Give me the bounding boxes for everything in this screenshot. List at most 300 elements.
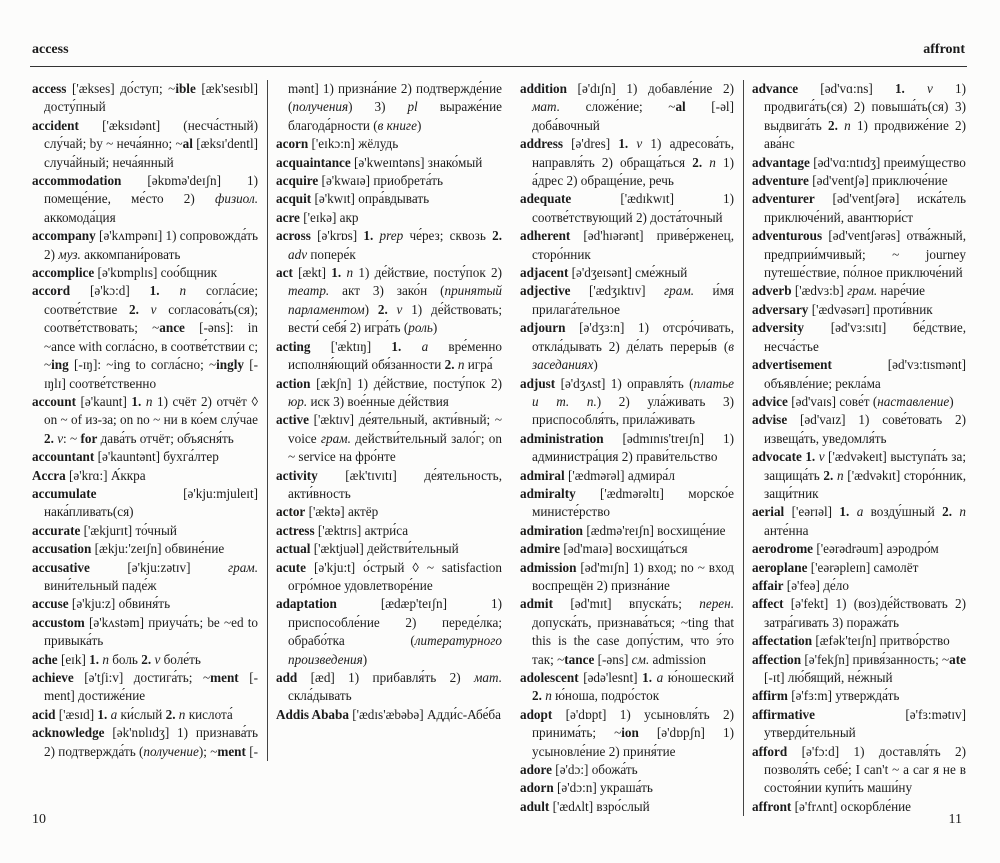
headword: accusative bbox=[32, 559, 90, 575]
dictionary-entry bbox=[752, 687, 966, 705]
headword: acting bbox=[276, 338, 311, 354]
dictionary-entry bbox=[752, 393, 966, 411]
entry-text: [ə'kɔ:d] bbox=[70, 283, 150, 299]
entry-text: 1) де́йствовать; вести́ себя́ 2) игра́ть ( bbox=[288, 301, 502, 336]
dictionary-entry bbox=[32, 522, 258, 540]
grammar-label: n bbox=[346, 265, 354, 281]
headword: ache bbox=[32, 651, 58, 667]
entry-text: [əd'vɜ:sɪtɪ] бе́дствие, несча́стье bbox=[764, 320, 966, 354]
entry-text: ); ~ bbox=[198, 743, 218, 759]
entry-text: ['ædɪs'æbəbə] Адди́с-Абе́ба bbox=[348, 706, 501, 722]
entry-text: [əd'ventʃə] приключе́ние bbox=[808, 173, 948, 189]
grammar-label: наставление bbox=[877, 393, 950, 409]
headword: acre bbox=[276, 209, 300, 225]
bold-marker: 2. bbox=[492, 228, 503, 244]
bold-marker: ingly bbox=[216, 357, 244, 373]
dictionary-entry bbox=[276, 595, 502, 669]
dictionary-entry bbox=[276, 411, 502, 466]
bold-marker: 1. bbox=[149, 283, 160, 299]
entry-text: возду́шный bbox=[863, 504, 943, 520]
bold-marker: 1. bbox=[331, 265, 342, 281]
dictionary-entry bbox=[752, 743, 966, 798]
headword: affront bbox=[752, 798, 792, 814]
headword: advertisement bbox=[752, 357, 832, 373]
entry-text: [əd'hɪərənt] приве́рженец, сторо́нник bbox=[532, 228, 734, 262]
grammar-label: грам. bbox=[664, 283, 695, 299]
entry-text: [əd'vɑ:ns] bbox=[798, 81, 895, 96]
entry-text: [ədə'lesnt] bbox=[578, 670, 643, 685]
entry-text: че́рез; сквозь bbox=[403, 228, 493, 244]
entry-text: [ək'nɒlɪdʒ] 1) признава́ть 2) подтвержда́ть ( bbox=[44, 725, 258, 759]
grammar-label: n bbox=[178, 706, 186, 722]
bold-marker: 1. bbox=[618, 136, 629, 152]
entry-text: [əd'ventʃərə] иска́тель приключе́ний, авантюри́ст bbox=[764, 191, 966, 225]
entry-text: допуска́ть, признава́ться; ~ting that this is the case допу́стим, что э́то так; ~ bbox=[532, 614, 734, 667]
headword: activity bbox=[276, 467, 318, 483]
grammar-label: n bbox=[837, 467, 844, 483]
entry-text: [æksɪ'dentl] случа́йный; неча́янный bbox=[44, 136, 258, 170]
entry-text: [ə'dɒpt] 1) усыновля́ть 2) принима́ть; ~ bbox=[532, 706, 734, 741]
entry-text: ['ædvəkɪt] сторо́нник, защи́тник bbox=[764, 467, 967, 501]
headword: action bbox=[276, 375, 311, 391]
dictionary-entry bbox=[32, 485, 258, 522]
entry-text: [ə'dɪʃn] 1) добавле́ние 2) bbox=[566, 81, 734, 96]
bold-marker: 2. bbox=[692, 154, 703, 170]
entry-text: скла́дывать bbox=[288, 688, 352, 704]
dictionary-entry bbox=[752, 282, 966, 300]
headword: accountant bbox=[32, 449, 95, 465]
entry-text: ) 2) ула́живать 3) приспособля́ть, прила́живать bbox=[532, 393, 734, 428]
bold-marker: ing bbox=[51, 357, 69, 373]
bold-marker: 1. bbox=[642, 670, 653, 685]
entry-text: [əd'vaɪz] 1) сове́товать 2) извеща́ть, уведомля́ть bbox=[764, 412, 966, 446]
grammar-label: n bbox=[844, 117, 851, 133]
entry-text: [əd'vaɪs] сове́т ( bbox=[787, 393, 878, 409]
grammar-label: n bbox=[102, 651, 109, 667]
entry-text: 1) адресова́ть, направля́ть 2) обраща́ться bbox=[532, 136, 734, 170]
headword: adversity bbox=[752, 320, 805, 336]
entry-text: ['æksɪdənt] (несча́стный) слу́чай; by ~ неча́янно; ~ bbox=[44, 117, 258, 152]
dictionary-entry bbox=[32, 282, 258, 392]
grammar-label: n bbox=[709, 154, 716, 170]
entry-text: [ə'feə] де́ло bbox=[783, 577, 849, 593]
entry-text: [əkɒmə'deɪʃn] 1) помеще́ние, ме́сто 2) bbox=[44, 173, 258, 207]
bold-marker: 1. bbox=[805, 449, 816, 465]
bold-marker: 2. bbox=[377, 301, 388, 317]
dictionary-entry bbox=[520, 375, 734, 430]
headword: access bbox=[32, 81, 67, 96]
bold-marker: 2. bbox=[129, 301, 139, 317]
entry-text: [ə'kju:mjuleɪt] нака́пливать(ся) bbox=[44, 485, 258, 520]
grammar-label: a bbox=[421, 338, 429, 354]
grammar-label: n bbox=[145, 393, 153, 409]
bold-marker: 1. bbox=[839, 504, 850, 520]
grammar-label: грам. bbox=[320, 430, 351, 446]
entry-text: [ækt] bbox=[292, 265, 332, 281]
grammar-label: грам. bbox=[847, 283, 878, 299]
right-page-columns bbox=[520, 80, 966, 816]
grammar-label: adv bbox=[288, 246, 308, 262]
entry-text: [-ment] достиже́ние bbox=[44, 670, 258, 704]
headword: advise bbox=[752, 412, 788, 428]
entry-text: ) bbox=[364, 301, 378, 317]
entry-text: [ə'dʒeɪsənt] сме́жный bbox=[568, 265, 688, 281]
headword: adequate bbox=[520, 191, 572, 207]
dictionary-entry bbox=[520, 319, 734, 374]
entry-text: [ə'kʌmpənɪ] 1) сопровожда́ть 2) bbox=[44, 228, 258, 262]
dictionary-entry bbox=[752, 577, 966, 595]
entry-text: 1) де́йствие, посту́пок 2) bbox=[353, 265, 503, 281]
entry-text: [ə'kauntənt] бухга́лтер bbox=[94, 449, 219, 465]
entry-text: боль bbox=[108, 651, 142, 667]
dictionary-entry bbox=[520, 779, 734, 797]
headword: adopt bbox=[520, 706, 553, 722]
entry-text: [ə'dɔ:] обожа́ть bbox=[552, 762, 638, 778]
headword: admission bbox=[520, 559, 577, 575]
dictionary-entry bbox=[276, 669, 502, 706]
headword: add bbox=[276, 670, 298, 685]
dictionary-entry bbox=[520, 485, 734, 522]
entry-text: ю́ноша, подро́сток bbox=[551, 688, 660, 704]
dictionary-entry bbox=[520, 135, 734, 190]
dictionary-entry bbox=[752, 595, 966, 632]
entry-text: аккомода́ция bbox=[44, 209, 116, 225]
entry-text: [əd'vɜ:tɪsmənt] объявле́ние; рекла́ма bbox=[764, 357, 966, 391]
bold-marker: 2. bbox=[823, 467, 834, 483]
entry-text: [ə'krɒs] bbox=[310, 228, 364, 244]
entry-text: [ækʃn] 1) де́йствие, посту́пок 2) bbox=[310, 375, 502, 391]
bold-marker: ate bbox=[949, 651, 967, 667]
headword: acorn bbox=[276, 136, 309, 152]
entry-text: [ə'fɜ:m] утвержда́ть bbox=[787, 688, 900, 704]
headword: affect bbox=[752, 596, 784, 612]
entry-text: ['ædvəsərɪ] проти́вник bbox=[808, 301, 933, 317]
dictionary-entry bbox=[752, 301, 966, 319]
entry-text: [ædmə'reɪʃn] восхище́ние bbox=[583, 522, 726, 538]
entry-text: аккомпани́ровать bbox=[80, 246, 181, 262]
entry-text: [ə'kju:t] о́стрый ◊ ~ satisfaction огро́мное удовлетворе́ние bbox=[288, 559, 502, 593]
entry-text: ['eərɪəl] bbox=[784, 504, 840, 520]
grammar-label: n bbox=[959, 504, 967, 520]
entry-text: [ə'kweɪntəns] знако́мый bbox=[350, 154, 483, 170]
headword: Accra bbox=[32, 467, 66, 483]
headword: affection bbox=[752, 651, 802, 667]
headword: affair bbox=[752, 577, 784, 593]
headword: affirmative bbox=[752, 706, 815, 722]
headword: active bbox=[276, 412, 309, 428]
grammar-label: получение bbox=[143, 743, 199, 759]
bold-marker: 1. bbox=[97, 706, 108, 722]
entry-text: [ə'dɒpʃn] 1) усыновле́ние 2) приня́тие bbox=[532, 725, 734, 759]
dictionary-entry bbox=[752, 154, 966, 172]
entry-text: ['æktjuəl] действи́тельный bbox=[310, 541, 459, 557]
headword: accustom bbox=[32, 614, 85, 630]
entry-text: ю́ношеский bbox=[663, 670, 734, 685]
headword: advice bbox=[752, 393, 788, 409]
dictionary-entry bbox=[32, 467, 258, 485]
entry-text: [ə'kju:zətɪv] bbox=[89, 559, 228, 575]
headword: afford bbox=[752, 743, 788, 759]
entry-text: боле́ть bbox=[160, 651, 201, 667]
grammar-label: v bbox=[154, 651, 161, 667]
dictionary-entry bbox=[520, 282, 734, 319]
entry-text: [æfək'teɪʃn] притво́рство bbox=[812, 633, 950, 649]
entry-text: ['æktə] актёр bbox=[305, 504, 379, 520]
dictionary-entry bbox=[752, 540, 966, 558]
headword: advocate bbox=[752, 449, 802, 465]
headword: acid bbox=[32, 706, 56, 722]
dictionary-entry bbox=[752, 172, 966, 190]
entry-text: ['ædɪkwɪt] 1) соотве́тствующий 2) доста́точный bbox=[532, 191, 734, 225]
headword: affectation bbox=[752, 633, 813, 649]
grammar-label: v bbox=[927, 81, 933, 96]
dictionary-entry bbox=[520, 761, 734, 779]
entry-text: [-əns]: in ~ance with согла́сно, в соотве́тствии с; ~ bbox=[44, 320, 258, 373]
entry-text: сложе́ние; ~ bbox=[560, 99, 676, 115]
headword: admit bbox=[520, 596, 553, 612]
dictionary-entry bbox=[752, 411, 966, 448]
headword: accumulate bbox=[32, 485, 97, 501]
grammar-label: n bbox=[545, 688, 552, 704]
headword: actress bbox=[276, 522, 315, 538]
entry-text: ) 3) bbox=[348, 99, 408, 115]
entry-text: согла́сие; соотве́тствие bbox=[44, 283, 259, 317]
dictionary-entry bbox=[520, 522, 734, 540]
headword: adventurous bbox=[752, 228, 823, 244]
entry-text: ['ækjurɪt] то́чный bbox=[80, 522, 177, 538]
bold-marker: al bbox=[182, 136, 193, 152]
entry-text: [ə'fekt] 1) (воз)де́йствовать 2) затра́гивать 3) поража́ть bbox=[764, 596, 966, 630]
grammar-label: a bbox=[656, 670, 664, 685]
grammar-label: n bbox=[179, 283, 187, 299]
headword: accommodation bbox=[32, 173, 122, 189]
entry-text: ['ædʌlt] взро́слый bbox=[549, 798, 650, 814]
bold-marker: 1. bbox=[391, 338, 402, 354]
headword: acquit bbox=[276, 191, 312, 207]
grammar-label: мат. bbox=[532, 99, 560, 115]
headword: acquire bbox=[276, 173, 319, 189]
headword: adjourn bbox=[520, 320, 566, 336]
headword: admiralty bbox=[520, 485, 576, 501]
entry-text: [ədmɪnɪs'treɪʃn] 1) администра́ция 2) прави́тельство bbox=[532, 430, 734, 465]
headword: actual bbox=[276, 541, 311, 557]
dictionary-entry bbox=[32, 559, 258, 596]
dictionary-entry bbox=[276, 467, 502, 504]
entry-text bbox=[139, 302, 151, 317]
dictionary-entry bbox=[32, 614, 258, 651]
headword: adjective bbox=[520, 283, 571, 299]
entry-text: [æk'tɪvɪtɪ] де́ятельность, акти́вность bbox=[288, 467, 502, 501]
headword: adorn bbox=[520, 780, 554, 796]
dictionary-entry bbox=[276, 540, 502, 558]
grammar-label: муз. bbox=[58, 246, 81, 262]
headword: accuse bbox=[32, 596, 69, 612]
dictionary-entry bbox=[752, 559, 966, 577]
bold-marker: ible bbox=[175, 81, 196, 96]
dictionary-entry bbox=[276, 172, 502, 190]
headword: accord bbox=[32, 283, 71, 299]
dictionary-entry bbox=[520, 467, 734, 485]
entry-text: ['ædmərəl] адмира́л bbox=[564, 467, 675, 483]
headword: acquaintance bbox=[276, 154, 351, 170]
headword: adventurer bbox=[752, 191, 815, 207]
headword: adverb bbox=[752, 283, 792, 299]
entry-text: анте́нна bbox=[764, 522, 809, 538]
headword: achieve bbox=[32, 670, 74, 685]
bold-marker: 1. bbox=[894, 81, 905, 96]
headword: acute bbox=[276, 559, 307, 575]
bold-marker: 2. bbox=[141, 651, 152, 667]
dictionary-entry bbox=[752, 227, 966, 282]
dictionary-entry bbox=[520, 264, 734, 282]
headword: advantage bbox=[752, 154, 810, 170]
headword: adolescent bbox=[520, 670, 579, 685]
entry-text: [ækju:'zeɪʃn] обвине́ние bbox=[91, 541, 225, 557]
headword: adore bbox=[520, 762, 552, 778]
dictionary-entry bbox=[276, 559, 502, 596]
entry-text: [ə'tʃi:v] достига́ть; ~ bbox=[73, 670, 211, 685]
entry-text: [-ɪŋ]: ~ing to согла́сно; ~ bbox=[68, 357, 217, 373]
dictionary-entry bbox=[752, 651, 966, 688]
headword: Addis Ababa bbox=[276, 706, 349, 722]
entry-text: ) bbox=[949, 393, 954, 409]
dictionary-entry bbox=[520, 706, 734, 761]
entry-text: [ə'dʒɜ:n] 1) отсро́чивать, откла́дывать 2) де́лать переры́в ( bbox=[532, 320, 734, 354]
dictionary-entry bbox=[276, 227, 502, 264]
entry-text: [ə'kʌstəm] приуча́ть; be ~ed to привыка́ть bbox=[44, 614, 258, 649]
entry-text: [əd'mɪt] впуска́ть; bbox=[552, 596, 700, 612]
dictionary-entry bbox=[32, 448, 258, 466]
header-rule bbox=[30, 66, 967, 67]
dictionary-entry bbox=[32, 80, 258, 117]
headword: actor bbox=[276, 504, 306, 520]
dictionary-entry bbox=[276, 154, 502, 172]
grammar-label: в заседаниях bbox=[532, 338, 734, 373]
dictionary-entry bbox=[32, 227, 258, 264]
bold-marker: 2. bbox=[44, 430, 54, 446]
entry-text: 1) продвига́ть(ся) 2) повыша́ть(ся) 3) выдвига́ть bbox=[764, 81, 966, 133]
entry-text bbox=[160, 283, 180, 298]
bold-marker: 1. bbox=[131, 393, 142, 409]
grammar-label: роль bbox=[408, 320, 433, 336]
bold-marker: ment bbox=[217, 743, 246, 759]
entry-text bbox=[849, 504, 856, 519]
entry-text: ['æsɪd] bbox=[55, 706, 98, 722]
entry-text: [ə'fɔ:d] 1) доставля́ть 2) позволя́ть себе́; I can't ~ a car я не в состоя́нии купи́ть маши́ну bbox=[764, 743, 966, 796]
running-head-right: affront bbox=[923, 42, 965, 57]
bold-marker: ment bbox=[210, 670, 239, 685]
bold-marker: 1. bbox=[363, 228, 374, 244]
headword: accompany bbox=[32, 228, 96, 244]
bold-marker: 2. bbox=[165, 706, 176, 722]
dictionary-entry bbox=[276, 375, 502, 412]
entry-text: [ə'dres] bbox=[563, 136, 619, 152]
dictionary-entry bbox=[520, 669, 734, 706]
bold-marker: 2. bbox=[942, 504, 953, 520]
entry-text: [ə'fɜ:mətɪv] утверди́тельный bbox=[764, 706, 966, 741]
entry-text: [əd'maɪə] восхища́ться bbox=[560, 541, 688, 557]
dictionary-entry bbox=[276, 209, 502, 227]
grammar-label: принятый парламентом bbox=[288, 283, 502, 317]
entry-text: [ædæp'teɪʃn] 1) приспособле́ние 2) переде́лка; обрабо́тка ( bbox=[288, 596, 502, 649]
headword: addition bbox=[520, 81, 567, 96]
grammar-label: мат. bbox=[474, 670, 502, 685]
dictionary-entry bbox=[276, 190, 502, 208]
headword: adherent bbox=[520, 228, 571, 244]
headword: advance bbox=[752, 81, 799, 96]
entry-text: ['eɪkɔ:n] жёлудь bbox=[308, 136, 399, 152]
entry-text: [ə'dʒʌst] 1) оправля́ть ( bbox=[555, 375, 694, 391]
dictionary-entry bbox=[32, 540, 258, 558]
dictionary-entry bbox=[752, 503, 966, 540]
entry-text: выраже́ние благода́рности ( bbox=[288, 99, 502, 133]
dictionary-entry bbox=[32, 264, 258, 282]
grammar-label: a bbox=[110, 706, 118, 722]
entry-text: иск 3) вое́нные де́йствия bbox=[307, 393, 449, 409]
headword: adjust bbox=[520, 375, 556, 391]
entry-text: ) bbox=[593, 357, 598, 373]
entry-text: акт 3) зако́н ( bbox=[329, 283, 445, 299]
entry-text: ['ædvɜ:b] bbox=[791, 283, 848, 299]
page-number-left: 10 bbox=[32, 812, 46, 827]
dictionary-entry bbox=[520, 430, 734, 467]
entry-text: [əd'mɪʃn] 1) вход; no ~ вход воспрещён 2) призна́ние bbox=[532, 559, 734, 593]
headword: accurate bbox=[32, 522, 81, 538]
bold-marker: for bbox=[80, 430, 98, 446]
entry-text: наре́чие bbox=[877, 283, 926, 299]
left-page-columns bbox=[32, 80, 502, 761]
dictionary-entry bbox=[520, 227, 734, 264]
entry-text: ['æktɪŋ] bbox=[310, 338, 392, 354]
headword: account bbox=[32, 393, 76, 409]
entry-text: согласова́ть(ся); соотве́тствовать; ~ bbox=[44, 301, 258, 336]
dictionary-entry bbox=[752, 319, 966, 356]
grammar-label: получения bbox=[292, 99, 349, 115]
dictionary-entry bbox=[752, 706, 966, 743]
headword: adventure bbox=[752, 173, 809, 189]
bold-marker: al bbox=[675, 99, 686, 115]
dictionary-entry bbox=[520, 798, 734, 816]
grammar-label: платье и т. п. bbox=[532, 375, 734, 409]
entry-text: ) bbox=[432, 320, 438, 336]
grammar-label: см. bbox=[631, 651, 650, 667]
entry-text: [-əns] bbox=[594, 651, 632, 667]
entry-text bbox=[388, 302, 397, 317]
headword: admire bbox=[520, 541, 561, 557]
grammar-label: юр. bbox=[288, 393, 308, 409]
entry-text: [ə'kwɪt] опра́вдывать bbox=[311, 191, 430, 207]
dictionary-entry bbox=[520, 540, 734, 558]
entry-text: [æd] 1) прибавля́ть 2) bbox=[297, 670, 474, 685]
dictionary-entry bbox=[752, 798, 966, 816]
bold-marker: 1. bbox=[89, 651, 100, 667]
entry-text: [-ɪt] лю́бящий, не́жный bbox=[764, 670, 893, 685]
grammar-label: prep bbox=[379, 228, 404, 244]
entry-text: кислота́ bbox=[185, 706, 233, 722]
grammar-label: v bbox=[57, 430, 64, 446]
grammar-label: a bbox=[856, 504, 864, 520]
grammar-label: v bbox=[636, 136, 643, 152]
entry-text: действи́тельный зало́г; on ~ service на фро́нте bbox=[288, 430, 502, 465]
dictionary-entry bbox=[276, 503, 502, 521]
dictionary-entry bbox=[752, 448, 966, 503]
grammar-label: v bbox=[818, 449, 825, 465]
entry-text: попере́к bbox=[307, 246, 356, 262]
entry-text: и́мя прилага́тельное bbox=[532, 283, 734, 317]
entry-text: ['ædvəkeɪt] выступа́ть за; защища́ть bbox=[764, 449, 967, 483]
entry-text: ['ædmərəltɪ] морско́е министе́рство bbox=[532, 485, 734, 520]
grammar-label: физиол. bbox=[214, 191, 258, 207]
